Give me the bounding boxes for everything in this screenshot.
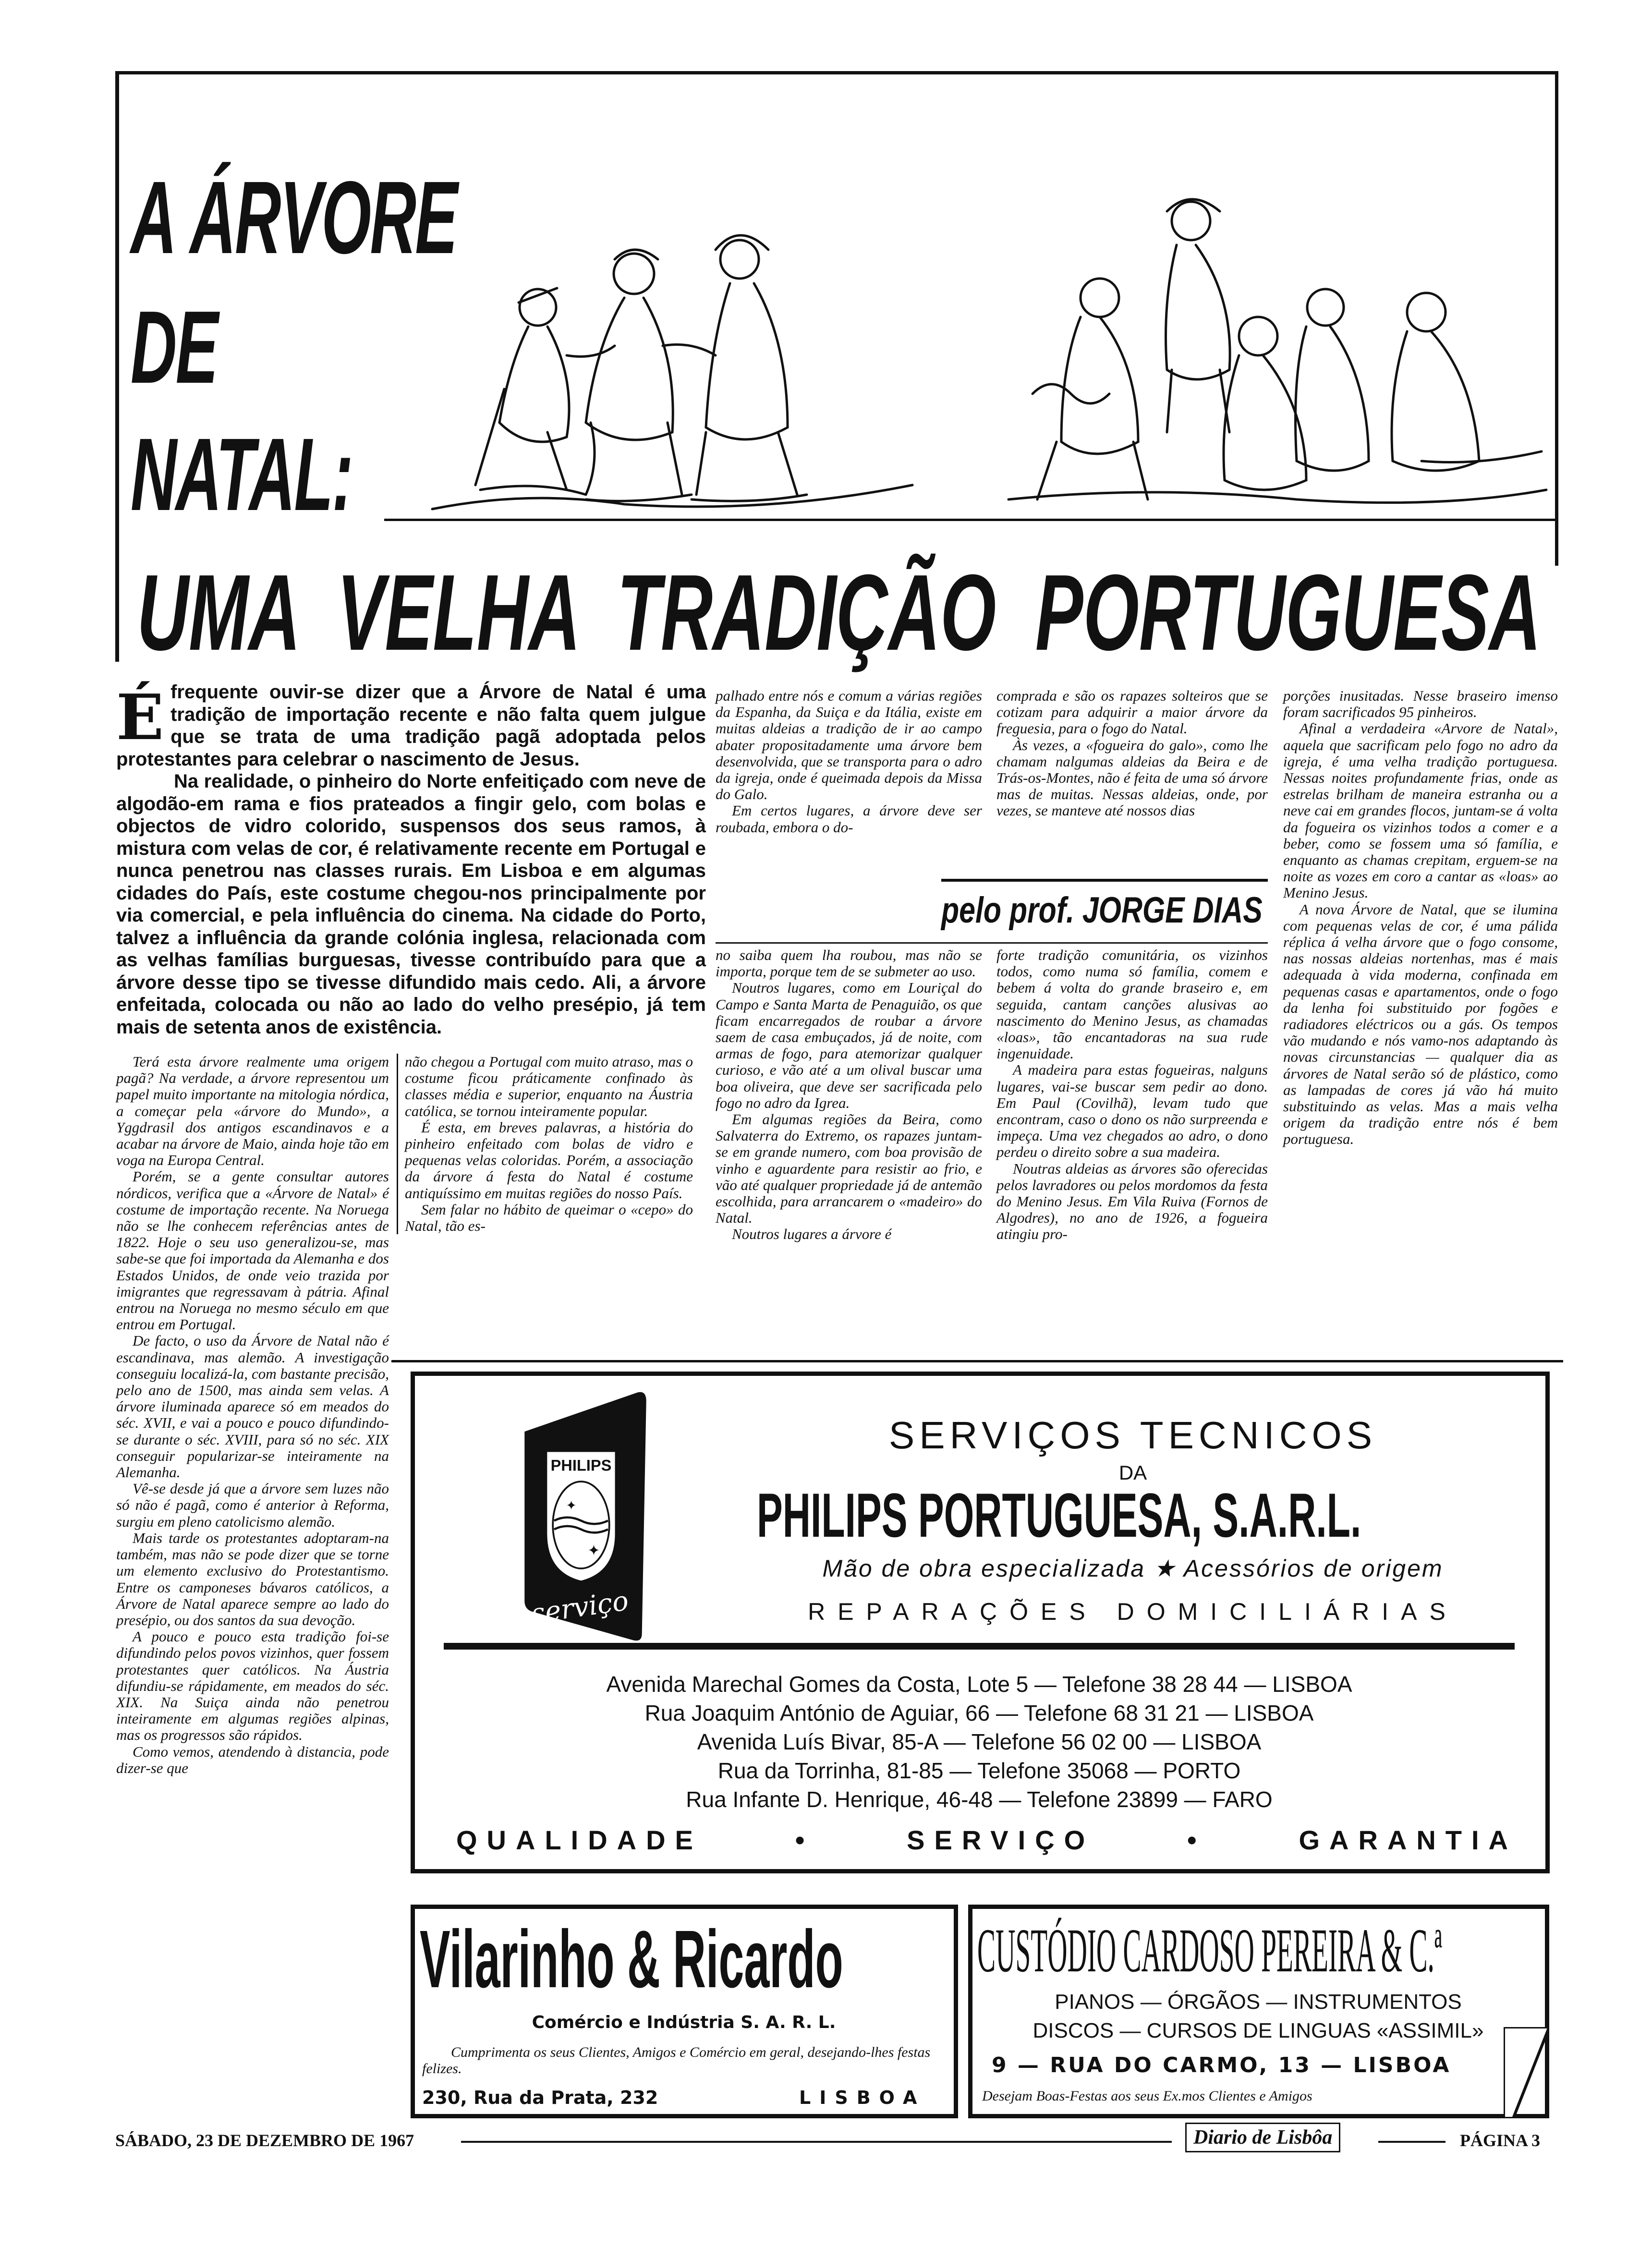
title-frame-left bbox=[115, 71, 119, 662]
custodio-products-2: DISCOS — CURSOS DE LINGUAS «ASSIMIL» bbox=[1032, 2019, 1484, 2042]
article-paragraph: porções inusitadas. Nesse braseiro imenso foram sacrificados 95 pinheiros. bbox=[1283, 687, 1558, 721]
philips-address-line: Rua da Torrinha, 81-85 — Telefone 35068 — PORTO bbox=[717, 1758, 1241, 1783]
byline-rule-bottom bbox=[716, 942, 1268, 944]
headline-subtitle: UMA VELHA TRADIÇÃO PORTUGUESA bbox=[137, 552, 1541, 673]
article-column-2 bbox=[397, 1054, 693, 1234]
philips-addresses bbox=[444, 1670, 1515, 1814]
intro-text-1: frequente ouvir-se dizer que a Árvore de Natal é uma tradição de importação recente e não falta quem julgue que se trata de uma tradição pagã adoptada pelos protestantes para celebrar o nascimento de Jesus. bbox=[116, 681, 706, 770]
illustration-sketch bbox=[384, 163, 1556, 528]
article-paragraph: não chegou a Portugal com muito atraso, mas o costume ficou práticamente confinado às classes média e superior, enquanto na Áustria católica, se tornou inteiramente popular. bbox=[405, 1053, 693, 1119]
article-paragraph: Terá esta árvore realmente uma origem pagã? Na verdade, a árvore representou um papel muito importante na mitologia nórdica, a começar pela «árvore do Mundo», a Yggdrasil dos antigos escandinavos e a acabar na árvore de Maio, ainda hoje tão em voga na Europa Central. bbox=[116, 1053, 389, 1169]
footer-date: SÁBADO, 23 DE DEZEMBRO DE 1967 bbox=[115, 2131, 414, 2150]
article-paragraph: Em certos lugares, a árvore deve ser roubada, embora o do- bbox=[716, 802, 982, 836]
philips-tagline: Mão de obra especializada ★ Acessórios de origem bbox=[822, 1555, 1444, 1582]
philips-address-line: Avenida Marechal Gomes da Costa, Lote 5 — Telefone 38 28 44 — LISBOA bbox=[606, 1672, 1352, 1697]
philips-values bbox=[456, 1825, 1518, 1856]
article-paragraph: Porém, se a gente consultar autores nórdicos, verifica que a «Árvore de Natal» é costume de importação recente. Na Noruega não se lhe conhecem referências antes de 1822. Hoje o seu uso generalizou-se, mas sabe-se que foi importada da Alemanha e dos Estados Unidos, de onde veio trazida por imigrantes que regressavam à pátria. Afinal entrou na Noruega no mesmo século em que entrou em Portugal. bbox=[116, 1168, 389, 1333]
article-column-4-bottom bbox=[996, 947, 1268, 1243]
byline-rule-top bbox=[941, 879, 1268, 882]
vilarinho-name: Vilarinho & Ricardo bbox=[420, 1914, 843, 2005]
philips-company-name: PHILIPS PORTUGUESA, S.A.R.L. bbox=[757, 1480, 1361, 1550]
bullet: • bbox=[1187, 1825, 1206, 1855]
vilarinho-ricardo-ad bbox=[411, 1905, 958, 2118]
article-paragraph: Sem falar no hábito de queimar o «cepo» do Natal, tão es- bbox=[405, 1201, 693, 1235]
article-paragraph: A nova Árvore de Natal, que se ilumina com pequenas velas de cor, é uma pálida réplica á velha árvore que o fogo consome, nas nossas aldeias nortenhas, mas é mais adequada à vida moderna, confinada em pequenas casas e apartamentos, onde o fogo da lenha foi substituido por fogões e radiadores eléctricos ou a gás. Os tempos vão mudando e nós vamo-nos adaptando às novas circunstancias — qualquer dia as árvores de Natal serão só de plástico, como as lampadas de cores já vão há muito substituindo as velas. Mas a mais velha origem da tradição entre nós é bem portuguesa. bbox=[1283, 900, 1558, 1148]
article-column-5 bbox=[1283, 688, 1558, 1148]
footer-page-number: PÁGINA 3 bbox=[1460, 2131, 1541, 2150]
title-frame-top bbox=[115, 71, 1558, 74]
article-column-1 bbox=[116, 1054, 389, 1776]
philips-divider bbox=[444, 1643, 1515, 1650]
drop-cap: É bbox=[116, 680, 164, 754]
philips-service-logo bbox=[504, 1390, 667, 1642]
article-end-rule bbox=[391, 1360, 1563, 1362]
article-paragraph: Às vezes, a «fogueira do galo», como lhe chamam nalgumas aldeias da Beira e de Trás-os-Montes, não é feita de uma só árvore mas de muitas. Nessas aldeias, onde, por vezes, se manteve até nossos dias bbox=[996, 736, 1268, 819]
headline-line-2: DE bbox=[131, 289, 218, 405]
article-column-3-bottom bbox=[716, 947, 982, 1243]
philips-address-line: Rua Infante D. Henrique, 46-48 — Telefone 23899 — FARO bbox=[686, 1787, 1273, 1812]
value-service: SERVIÇO bbox=[907, 1825, 1095, 1855]
philips-logo-text: PHILIPS bbox=[550, 1457, 612, 1474]
value-guarantee: GARANTIA bbox=[1299, 1825, 1518, 1855]
seated-figures-left-group bbox=[432, 235, 912, 509]
custodio-address: 9 — RUA DO CARMO, 13 — LISBOA bbox=[992, 2053, 1451, 2077]
philips-ad bbox=[411, 1372, 1550, 1873]
article-paragraph: Vê-se desde já que a árvore sem luzes não só não é pagã, como é anterior à Reforma, surgiu em pleno catolicismo alemão. bbox=[116, 1480, 389, 1530]
philips-address-line: Rua Joaquim António de Aguiar, 66 — Telefone 68 31 21 — LISBOA bbox=[644, 1700, 1314, 1725]
masthead-logo: Diario de Lisbôa bbox=[1185, 2123, 1340, 2152]
article-paragraph: palhado entre nós e comum a várias regiões da Espanha, da Suiça e da Itália, existe em muitas aldeias a tradição de ir ao campo abater propositadamente uma árvore bem desenvolvida, que se transporta para o adro da igreja, onde é queimada depois da Missa do Galo. bbox=[716, 687, 982, 803]
article-column-4-top bbox=[996, 688, 1268, 819]
vilarinho-greeting: Cumprimenta os seus Clientes, Amigos e Comércio em geral, desejando-lhes festas felizes. bbox=[422, 2044, 931, 2077]
custodio-greeting: Desejam Boas-Festas aos seus Ex.mos Clientes e Amigos bbox=[982, 2088, 1312, 2104]
star-icon: ✦ bbox=[566, 1498, 577, 1513]
article-paragraph: A madeira para estas fogueiras, nalguns lugares, vai-se buscar sem pedir ao dono. Em Paul (Covilhã), levam tudo que encontram, caso o dono os não surpreenda e impeça. Uma vez chegados ao adro, o dono perdeu o direito sobre a sua madeira. bbox=[996, 1061, 1268, 1161]
article-paragraph: forte tradição comunitária, os vizinhos todos, como numa só família, comem e bebem á volta do grande braseiro e, em seguida, cantam canções alusivas ao nascimento do Menino Jesus, as chamadas «loas», tão encantadoras na sua rude ingenuidade. bbox=[996, 947, 1268, 1062]
article-paragraph: Como vemos, atendendo à distancia, pode dizer-se que bbox=[116, 1743, 389, 1776]
headline-line-3: NATAL: bbox=[131, 416, 352, 532]
article-paragraph: A pouco e pouco esta tradição foi-se difundindo pelos povos vizinhos, quer fossem protestantes quer católicos. Na Áustria difundiu-se rápidamente, em meados do séc. XIX. Na Suiça ainda não penetrou inteiramente em algumas regiões alpinas, mas os progressos são rápidos. bbox=[116, 1628, 389, 1744]
philips-service-line: REPARAÇÕES DOMICILIÁRIAS bbox=[808, 1598, 1458, 1625]
custodio-products-1: PIANOS — ÓRGÃOS — INSTRUMENTOS bbox=[1055, 1990, 1462, 2014]
custodio-cardoso-pereira-ad bbox=[968, 1905, 1549, 2118]
intro-paragraph-1 bbox=[116, 681, 706, 770]
value-quality: QUALIDADE bbox=[456, 1825, 703, 1855]
article-column-3-top bbox=[716, 688, 982, 836]
article-paragraph: Noutros lugares, como em Louriçal do Campo e Santa Marta de Penaguião, os que ficam encarregados de roubar a árvore saem de casa embuçados, já de noite, com armas de fogo, para atemorizar qualquer curioso, e vão até a um olival buscar uma boa oliveira, que deve ser sacrificada pelo fogo no adro da Igrea. bbox=[716, 979, 982, 1111]
article-paragraph: É esta, em breves palavras, a história do pinheiro enfeitado com bolas de vidro e pequenas velas coloridas. Porém, a associação da árvore á festa do Natal é costume antiquíssimo em muitas regiões do nosso País. bbox=[405, 1118, 693, 1202]
byline: pelo prof. JORGE DIAS bbox=[941, 890, 1263, 931]
article-paragraph: comprada e são os rapazes solteiros que se cotizam para adquirir a maior árvore da freguesia, para o fogo do Natal. bbox=[996, 687, 1268, 737]
philips-address-line: Avenida Luís Bivar, 85-A — Telefone 56 02 00 — LISBOA bbox=[697, 1729, 1262, 1754]
page-curl-corner bbox=[1504, 2027, 1549, 2118]
article-paragraph: Afinal a verdadeira «Arvore de Natal», aquela que sacrificam pelo fogo no adro da igreja, é uma velha tradição portuguesa. Nessas noites profundamente frias, onde as estrelas brilham de maneira estranha ou a neve cai em grandes flocos, juntam-se á volta da fogueira os vizinhos todos a comer e a beber, como se fossem uma só família, e enquanto as chamas crepitam, erguem-se na noite as vozes em coro a cantar as «loas» ao Menino Jesus. bbox=[1283, 720, 1558, 901]
seated-figures-right-group bbox=[1008, 199, 1546, 503]
article-paragraph: Mais tarde os protestantes adoptaram-na também, mas não se pode dizer que se torne um elemento exclusivo do Protestantismo. Entre os camponeses bávaros católicos, a Árvore de Natal aparece sempre ao lado do presépio, ou dos santos da sua devoção. bbox=[116, 1529, 389, 1628]
article-paragraph: Em algumas regiões da Beira, como Salvaterra do Extremo, os rapazes juntam-se em grande numero, com boa provisão de vinho e aguardente para resistir ao frio, e vão até qualquer propriedade já de antemão escolhida, para arrancarem o «madeiro» do Natal. bbox=[716, 1111, 982, 1227]
vilarinho-subtitle: Comércio e Indústria S. A. R. L. bbox=[532, 2013, 836, 2032]
article-intro bbox=[116, 681, 706, 1038]
article-paragraph: De facto, o uso da Árvore de Natal não é escandinava, mas alemão. A investigação conseguiu localizá-la, com bastante precisão, pelo ano de 1500, mas ainda sem velas. A árvore iluminada aparece só em meados do séc. XVII, e vai a pouco e pouco difundindo-se durante o séc. XVIII, para só no séc. XIX conseguir popularizar-se inteiramente na Alemanha. bbox=[116, 1332, 389, 1481]
philips-da: DA bbox=[1118, 1461, 1147, 1484]
article-paragraph: Noutros lugares a árvore é bbox=[732, 1226, 892, 1243]
bullet: • bbox=[795, 1825, 814, 1855]
article-paragraph: no saiba quem lha roubou, mas não se importa, porque tem de se submeter ao uso. bbox=[716, 947, 982, 980]
star-icon: ✦ bbox=[587, 1542, 600, 1559]
vilarinho-address: 230, Rua da Prata, 232 bbox=[422, 2087, 658, 2108]
vilarinho-city: LISBOA bbox=[799, 2087, 926, 2108]
article-paragraph: Noutras aldeias as árvores são oferecidas pelos lavradores ou pelos mordomos da festa do Menino Jesus. Em Vila Ruiva (Fornos de Algodres), no ano de 1926, a fogueira atingiu pro- bbox=[996, 1160, 1268, 1243]
philips-logo-script: serviço bbox=[529, 1585, 631, 1630]
headline-line-1: A ÁRVORE bbox=[131, 159, 457, 275]
custodio-name: CUSTÓDIO CARDOSO PEREIRA & C.ª bbox=[977, 1916, 1442, 1985]
footer-rule-right bbox=[1378, 2141, 1446, 2143]
intro-paragraph-2: Na realidade, o pinheiro do Norte enfeitiçado com neve de algodão-em rama e fios prateados a fingir gelo, com bolas e objectos de vidro colorido, suspensos dos seus ramos, à mistura com velas de cor, é relativamente recente em Portugal e nunca penetrou nas classes rurais. Em Lisboa e em algumas cidades do País, este costume chegou-nos principalmente por via comercial, e pela influência do cinema. Na cidade do Porto, talvez a influência da grande colónia inglesa, relacionada com as velhas famílias burguesas, tivesse contribuído para que a árvore desse tipo se tivesse difundido mais cedo. Ali, a árvore enfeitada, colocada ou não ao lado do velho presépio, já tem mais de setenta anos de existência. bbox=[116, 771, 706, 1038]
philips-services-heading: SERVIÇOS TECNICOS bbox=[888, 1414, 1377, 1457]
footer-rule-left bbox=[461, 2141, 1172, 2143]
